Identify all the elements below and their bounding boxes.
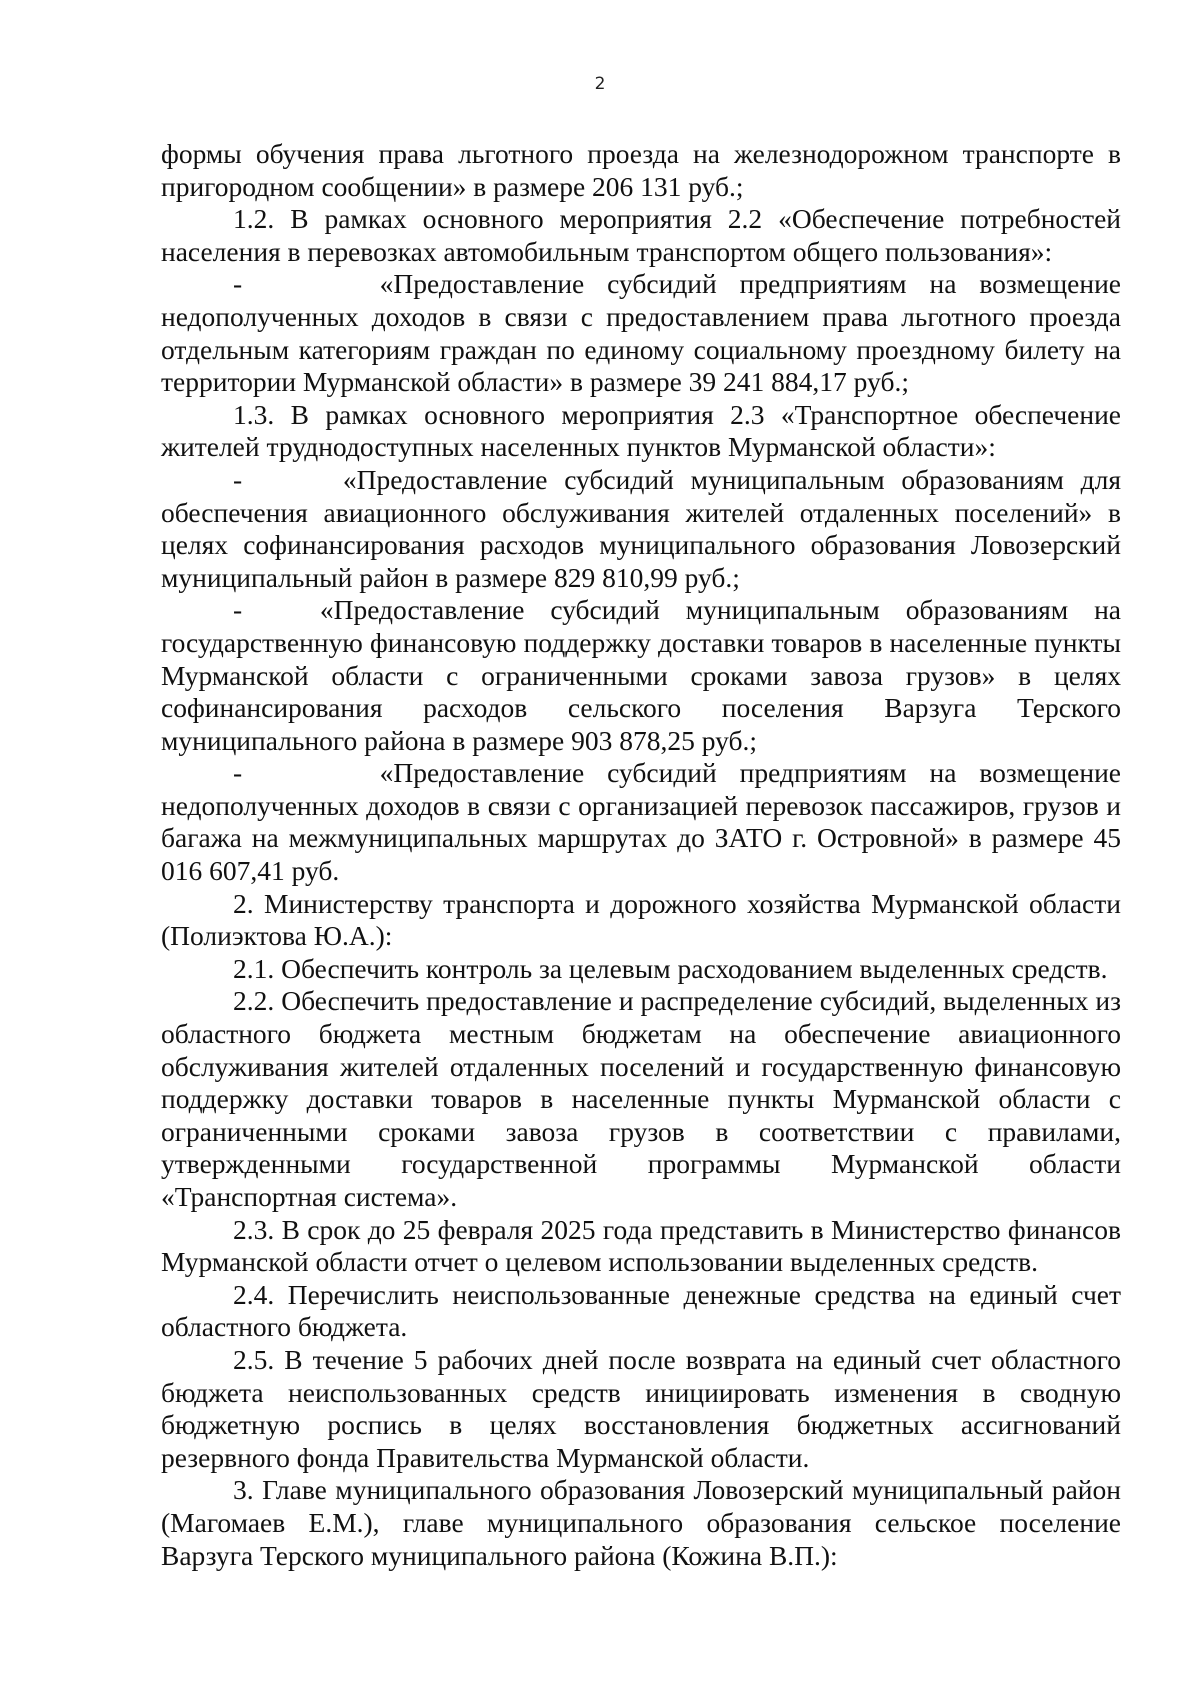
paragraph-item-2: 2. Министерству транспорта и дорожного хозяйства Мурманской области (Полиэктова Ю.А.): (161, 887, 1121, 952)
paragraph-subsidy-fare-compensation: - «Предоставление субсидий предприятиям на возмещение недополученных доходов в связи с предоставлением права льготного проезда отдельным категориям граждан по единому социальному проездному билету на территории Мурманской области» в размере 39 241 884,17 руб.; (161, 268, 1121, 398)
paragraph-item-1-2: 1.2. В рамках основного мероприятия 2.2 «Обеспечение потребностей населения в перевозках автомобильным транспортом общего пользования»: (161, 203, 1121, 267)
paragraph-item-2-4: 2.4. Перечислить неиспользованные денежные средства на единый счет областного бюджета. (161, 1278, 1121, 1343)
paragraph-subsidy-goods-delivery: - «Предоставление субсидий муниципальным образованиям на государственную финансовую поддержку доставки товаров в населенные пункты Мурманской области с ограниченными сроками завоза грузов» в целях софинансирования расходов сельского поселения Варзуга Терского муниципального района в размере 903 878,25 руб.; (161, 594, 1121, 756)
paragraph-item-1-3: 1.3. В рамках основного мероприятия 2.3 «Транспортное обеспечение жителей труднодоступных населенных пунктов Мурманской области»: (161, 398, 1121, 463)
paragraph-item-2-5: 2.5. В течение 5 рабочих дней после возврата на единый счет областного бюджета неиспользованных средств инициировать изменения в сводную бюджетную роспись в целях восстановления бюджетных ассигнований резервного фонда Правительства Мурманской области. (161, 1343, 1121, 1473)
page-number: 2 (594, 74, 606, 94)
paragraph-item-2-3: 2.3. В срок до 25 февраля 2025 года представить в Министерство финансов Мурманской области отчет о целевом использовании выделенных средств. (161, 1213, 1121, 1278)
document-body (161, 138, 1121, 1572)
paragraph-subsidy-ostrovnoy: - «Предоставление субсидий предприятиям на возмещение недополученных доходов в связи с организацией перевозок пассажиров, грузов и багажа на межмуниципальных маршрутах до ЗАТО г. Островной» в размере 45 016 607,41 руб. (161, 757, 1121, 887)
paragraph-item-2-1: 2.1. Обеспечить контроль за целевым расходованием выделенных средств. (233, 952, 1108, 984)
paragraph-item-2-2: 2.2. Обеспечить предоставление и распределение субсидий, выделенных из областного бюджета местным бюджетам на обеспечение авиационного обслуживания жителей отдаленных поселений и государственную финансовую поддержку доставки товаров в населенные пункты Мурманской области с ограниченными сроками завоза грузов в соответствии с правилами, утвержденными государственной программы Мурманской области «Транспортная система». (161, 985, 1121, 1212)
paragraph-item-3: 3. Главе муниципального образования Ловозерский муниципальный район (Магомаев Е.М.), главе муниципального образования сельское поселение Варзуга Терского муниципального района (Кожина В.П.): (161, 1474, 1121, 1571)
paragraph-subsidy-aviation: - «Предоставление субсидий муниципальным образованиям для обеспечения авиационного обслуживания жителей отдаленных поселений» в целях софинансирования расходов муниципального образования Ловозерский муниципальный район в размере 829 810,99 руб.; (161, 463, 1121, 593)
paragraph-continuation: формы обучения права льготного проезда на железнодорожном транспорте в пригородном сообщении» в размере 206 131 руб.; (161, 138, 1121, 202)
